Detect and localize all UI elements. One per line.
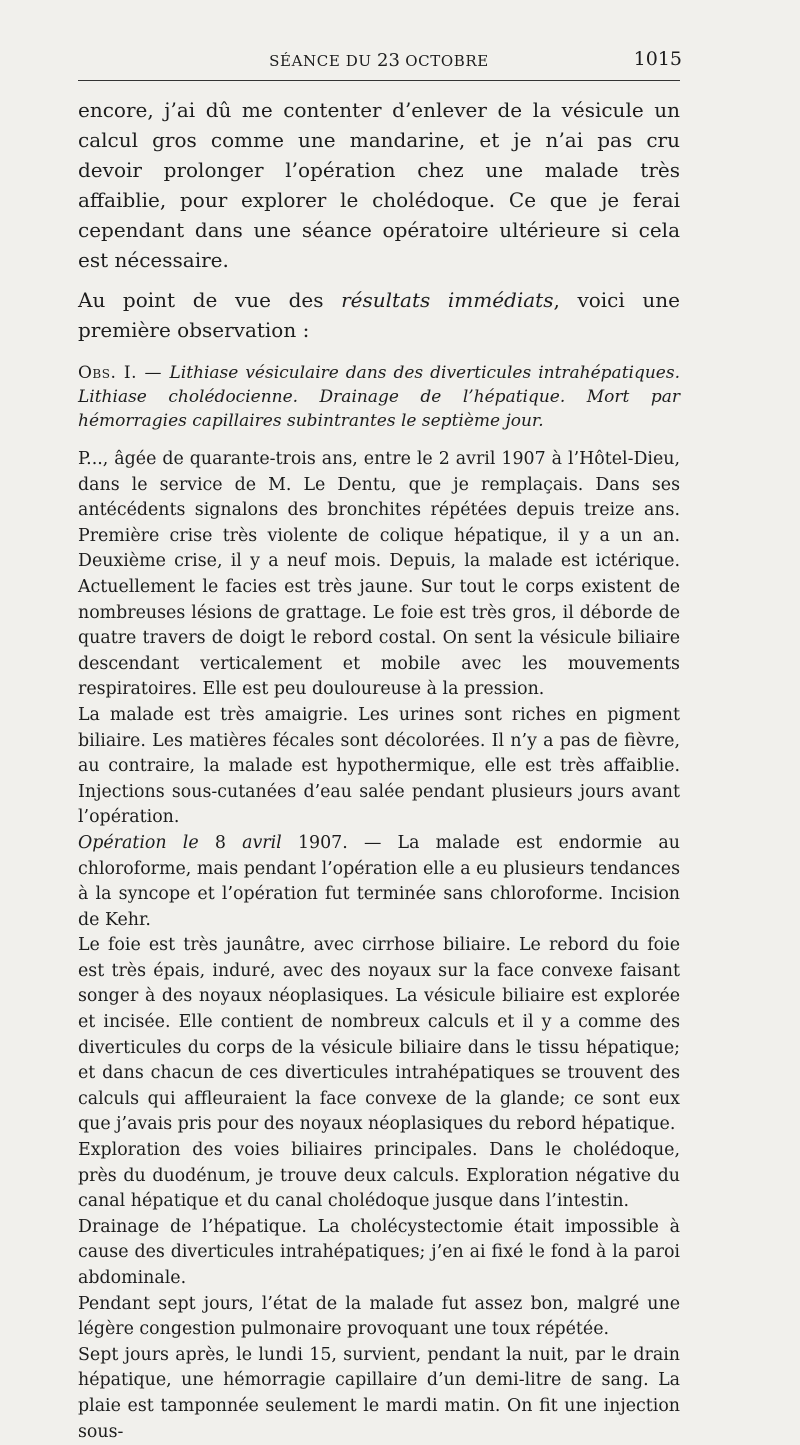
case-paragraph-8: Sept jours après, le lundi 15, survient, pendant la nuit, par le drain hépatique, une hémorragie capillaire d’un demi-litre de sang. La plaie est tamponnée seulement le mardi matin. On fit une injection sous- — [78, 1344, 680, 1442]
case-paragraph-5: Exploration des voies biliaires principales. Dans le cholédoque, près du duodénum, je trouve deux calculs. Exploration négative du canal hépatique et du canal cholédoque jusque dans l’intestin. — [78, 1140, 680, 1212]
page-number: 1015 — [633, 48, 682, 70]
intro-paragraph-2 — [78, 285, 680, 345]
case-paragraph-4: Le foie est très jaunâtre, avec cirrhose biliaire. Le rebord du foie est très épais, induré, avec des noyaux sur la face convexe faisant songer à des noyaux néoplasiques. La vésicule biliaire est explorée et incisée. Elle contient de nombreux calculs et il y a comme des diverticules du corps de la vésicule biliaire dans le tissu hépatique; et dans chacun de ces diverticules intrahépatiques se trouvent des calculs qui affleuraient la face convexe de la glande; ce sont eux que j’avais pris pour des noyaux néoplasiques du rebord hépatique. — [78, 935, 680, 1135]
intro-p2-italic: résultats immédiats — [341, 288, 554, 312]
running-title — [78, 50, 680, 71]
case-paragraph-6: Drainage de l’hépatique. La cholécystectomie était impossible à cause des diverticules intrahépatiques; j’en ai fixé le fond à la paroi abdominale. — [78, 1216, 680, 1288]
case-paragraph-7: Pendant sept jours, l’état de la malade fut assez bon, malgré une légère congestion pulmonaire provoquant une toux répétée. — [78, 1293, 680, 1340]
intro-paragraph-1: encore, j’ai dû me contenter d’enlever de la vésicule un calcul gros comme une mandarine, et je n’ai pas cru devoir prolonger l’opération chez une malade très affaiblie, pour explorer le cholédoque. Ce que je ferai cependant dans une séance opératoire ultérieure si cela est nécessaire. — [78, 98, 680, 272]
running-head — [78, 48, 680, 76]
running-title-before: SÉANCE DU — [269, 52, 377, 70]
case-paragraph-1: P..., âgée de quarante-trois ans, entre le 2 avril 1907 à l’Hôtel-Dieu, dans le service de M. Le Dentu, que je remplaçais. Dans ses antécédents signalons des bronchites répétées depuis treize ans. Première crise très violente de colique hépatique, il y a un an. Deuxième crise, il y a neuf mois. Depuis, la malade est ictérique. Actuellement le facies est très jaune. Sur tout le corps existent de nombreuses lésions de grattage. Le foie est très gros, il déborde de quatre travers de doigt le rebord costal. On sent la vésicule biliaire descendant verticalement et mobile avec les mouvements respiratoires. Elle est peu douloureuse à la pression. — [78, 449, 680, 700]
intro-p2-after: , voici une première observation : — [78, 288, 680, 342]
running-title-date: 23 — [377, 50, 400, 71]
case-p3-after: 1907. — La malade est endormie au chloroforme, mais pendant l’opération elle a eu plusieurs tendances à la syncope et l’opération fut terminée sans chloroforme. Incision de Kehr. — [78, 832, 680, 930]
case-p3-mid: 8 — [198, 832, 243, 853]
intro-p2-before: Au point de vue des — [78, 288, 342, 312]
observation-label: Obs. I. — — [78, 363, 170, 383]
case-paragraph-2: La malade est très amaigrie. Les urines sont riches en pigment biliaire. Les matières fécales sont décolorées. Il n’y a pas de fièvre, au contraire, la malade est hypothermique, elle est très affaiblie. Injections sous-cutanées d’eau salée pendant plusieurs jours avant l’opération. — [78, 704, 680, 828]
case-p3-italic-2: avril — [242, 832, 282, 853]
observation-heading — [78, 361, 680, 433]
header-rule — [78, 80, 680, 81]
observation-title: Lithiase vésiculaire dans des diverticules intrahépatiques. Lithiase cholédocienne. Drainage de l’hépatique. Mort par hémorragies capillaires subintrantes le septième jour. — [78, 363, 680, 431]
case-paragraph-3 — [78, 831, 680, 933]
case-p3-italic-1: Opération le — [78, 832, 199, 853]
running-title-after: OCTOBRE — [399, 52, 489, 70]
